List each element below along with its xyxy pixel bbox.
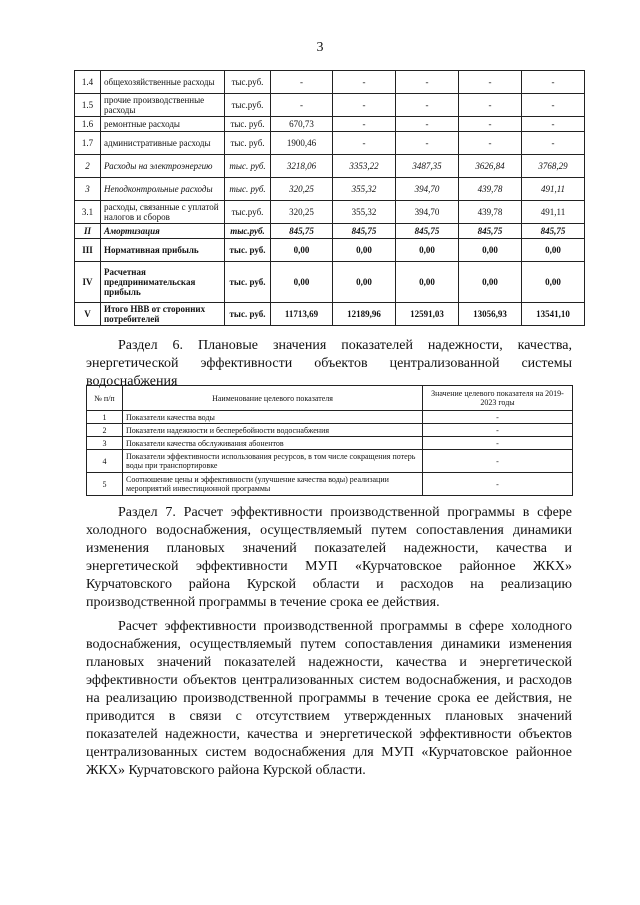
row-unit: тыс.руб. — [225, 224, 271, 239]
row-value: - — [271, 71, 333, 94]
row-name: Итого НВВ от сторонних потребителей — [101, 303, 225, 326]
table-row — [75, 132, 585, 155]
row-name: Расходы на электроэнергию — [101, 155, 225, 178]
row-value: 1900,46 — [271, 132, 333, 155]
row-number: III — [75, 239, 101, 262]
row-number: 1.6 — [75, 117, 101, 132]
row-value: 439,78 — [459, 178, 522, 201]
row-unit: тыс.руб. — [225, 201, 271, 224]
row-number: 3.1 — [75, 201, 101, 224]
indicator-number: 4 — [87, 450, 123, 473]
row-value: - — [522, 132, 585, 155]
row-value: 12189,96 — [333, 303, 396, 326]
row-value: 0,00 — [522, 239, 585, 262]
row-unit: тыс. руб. — [225, 132, 271, 155]
row-value: 11713,69 — [271, 303, 333, 326]
row-number: 1.7 — [75, 132, 101, 155]
row-unit: тыс. руб. — [225, 155, 271, 178]
table-row — [75, 262, 585, 303]
indicator-number: 2 — [87, 424, 123, 437]
row-value: 845,75 — [271, 224, 333, 239]
section-6-text: Раздел 6. Плановые значения показателей надежности, качества, энергетической эффективности объектов централизованной системы водоснабжения — [86, 338, 572, 389]
table-row — [75, 239, 585, 262]
table-row — [87, 437, 573, 450]
row-number: V — [75, 303, 101, 326]
target-indicators-body — [87, 386, 573, 496]
row-value: 394,70 — [396, 201, 459, 224]
row-value: - — [459, 117, 522, 132]
row-value: 13541,10 — [522, 303, 585, 326]
indicator-value: - — [423, 450, 573, 473]
row-unit: тыс. руб. — [225, 239, 271, 262]
row-value: 0,00 — [333, 262, 396, 303]
row-value: 3218,06 — [271, 155, 333, 178]
indicator-number: 1 — [87, 411, 123, 424]
row-number: 3 — [75, 178, 101, 201]
row-value: - — [459, 132, 522, 155]
row-value: 320,25 — [271, 178, 333, 201]
row-value: - — [396, 132, 459, 155]
cost-table-body — [75, 71, 585, 326]
row-value: 320,25 — [271, 201, 333, 224]
indicator-number: 3 — [87, 437, 123, 450]
row-unit: тыс. руб. — [225, 178, 271, 201]
indicator-name: Показатели эффективности использования ресурсов, в том числе сокращения потерь воды при транспортировке — [123, 450, 423, 473]
table-row — [75, 201, 585, 224]
table-row — [75, 94, 585, 117]
row-name: Неподконтрольные расходы — [101, 178, 225, 201]
header-name: Наименование целевого показателя — [123, 386, 423, 411]
row-value: 355,32 — [333, 201, 396, 224]
row-value: - — [396, 94, 459, 117]
page-number: 3 — [316, 40, 324, 55]
row-name: общехозяйственные расходы — [101, 71, 225, 94]
row-name: расходы, связанные с уплатой налогов и сборов — [101, 201, 225, 224]
row-name: административные расходы — [101, 132, 225, 155]
row-value: 3626,84 — [459, 155, 522, 178]
row-value: - — [459, 94, 522, 117]
indicator-value: - — [423, 424, 573, 437]
table-row — [75, 71, 585, 94]
table-row — [87, 473, 573, 496]
table-header-row — [87, 386, 573, 411]
row-number: 1.4 — [75, 71, 101, 94]
row-value: 3768,29 — [522, 155, 585, 178]
row-value: 3353,22 — [333, 155, 396, 178]
row-name: Нормативная прибыль — [101, 239, 225, 262]
row-value: - — [333, 117, 396, 132]
table-row — [75, 155, 585, 178]
row-value: 0,00 — [333, 239, 396, 262]
table-row — [75, 224, 585, 239]
row-unit: тыс.руб. — [225, 94, 271, 117]
row-number: 2 — [75, 155, 101, 178]
indicator-number: 5 — [87, 473, 123, 496]
row-name: прочие производственные расходы — [101, 94, 225, 117]
row-unit: тыс. руб. — [225, 303, 271, 326]
header-value: Значение целевого показателя на 2019-2023 годы — [423, 386, 573, 411]
indicator-name: Показатели качества обслуживания абонентов — [123, 437, 423, 450]
row-value: - — [459, 71, 522, 94]
indicator-name: Соотношение цены и эффективности (улучшение качества воды) реализации мероприятий инвестиционной программы — [123, 473, 423, 496]
row-value: 355,32 — [333, 178, 396, 201]
row-value: 845,75 — [459, 224, 522, 239]
section-7-text: Раздел 7. Расчет эффективности производственной программы в сфере холодного водоснабжения, осуществляемый путем сопоставления динамики изменения плановых значений показателей надежности, качества и энергетической эффективности МУП «Курчатовское районное ЖКХ» Курчатовского района Курской области и расходов на реализацию производственной программы в течение срока ее действия. — [86, 505, 572, 610]
section-7-body — [86, 618, 572, 780]
row-value: - — [333, 94, 396, 117]
row-number: 1.5 — [75, 94, 101, 117]
row-value: - — [522, 71, 585, 94]
row-value: - — [396, 117, 459, 132]
row-value: 3487,35 — [396, 155, 459, 178]
row-number: II — [75, 224, 101, 239]
row-value: 0,00 — [396, 262, 459, 303]
row-value: 0,00 — [522, 262, 585, 303]
row-unit: тыс. руб. — [225, 262, 271, 303]
table-row — [75, 117, 585, 132]
row-value: - — [522, 94, 585, 117]
row-value: 845,75 — [522, 224, 585, 239]
header-num: № п/п — [87, 386, 123, 411]
table-row — [75, 178, 585, 201]
cost-table — [74, 70, 585, 326]
indicator-value: - — [423, 437, 573, 450]
row-value: 13056,93 — [459, 303, 522, 326]
row-value: 12591,03 — [396, 303, 459, 326]
row-name: ремонтные расходы — [101, 117, 225, 132]
section-7-title — [86, 504, 572, 612]
row-value: 491,11 — [522, 178, 585, 201]
table-row — [75, 303, 585, 326]
row-unit: тыс. руб. — [225, 117, 271, 132]
row-number: IV — [75, 262, 101, 303]
row-value: - — [522, 117, 585, 132]
row-value: 0,00 — [459, 239, 522, 262]
row-value: - — [333, 132, 396, 155]
row-value: 0,00 — [271, 262, 333, 303]
row-value: - — [333, 71, 396, 94]
table-row — [87, 450, 573, 473]
indicator-value: - — [423, 473, 573, 496]
indicator-value: - — [423, 411, 573, 424]
table-row — [87, 411, 573, 424]
indicator-name: Показатели надежности и бесперебойности водоснабжения — [123, 424, 423, 437]
row-value: 0,00 — [271, 239, 333, 262]
row-value: 0,00 — [396, 239, 459, 262]
row-value: 670,73 — [271, 117, 333, 132]
row-unit: тыс.руб. — [225, 71, 271, 94]
row-value: 394,70 — [396, 178, 459, 201]
row-value: 491,11 — [522, 201, 585, 224]
section-7-body-text: Расчет эффективности производственной программы в сфере холодного водоснабжения, осуществляемый путем сопоставления динамики изменения плановых значений показателей надежности, качества и энергетической эффективности объектов централизованных систем водоснабжения, и расходов на реализацию производственной программы в течение срока ее действия, не приводится в связи с отсутствием утвержденных плановых значений показателей надежности, качества и энергетической эффективности объектов централизованных систем водоснабжения для МУП «Курчатовское районное ЖКХ» Курчатовского района Курской области. — [86, 619, 572, 778]
target-indicators-table — [86, 385, 573, 496]
row-value: 845,75 — [396, 224, 459, 239]
row-name: Расчетная предпринимательская прибыль — [101, 262, 225, 303]
row-value: 0,00 — [459, 262, 522, 303]
row-name: Амортизация — [101, 224, 225, 239]
table-row — [87, 424, 573, 437]
row-value: 845,75 — [333, 224, 396, 239]
row-value: 439,78 — [459, 201, 522, 224]
section-6-title — [86, 337, 572, 391]
row-value: - — [396, 71, 459, 94]
indicator-name: Показатели качества воды — [123, 411, 423, 424]
row-value: - — [271, 94, 333, 117]
